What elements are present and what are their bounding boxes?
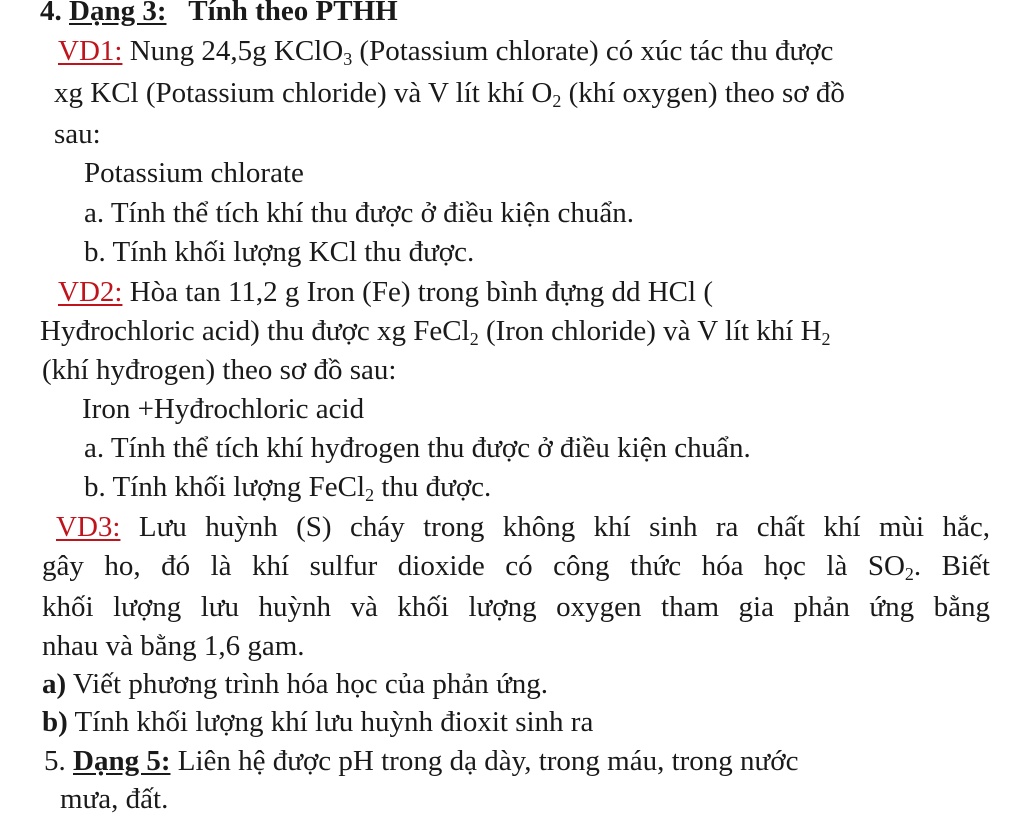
vd2-question-b: b. Tính khối lượng FeCl$_2$ thu được. (84, 471, 492, 506)
heading-dang-3 (40, 0, 398, 28)
vd1-line-1: VD1: Nung 24,5g KClO$_3$ (Potassium chlorate) có xúc tác thu được (58, 35, 834, 70)
vd2-line-2: Hyđrochloric acid) thu được xg FeCl$_2$ (Iron chloride) và V lít khí $H_2$ (40, 315, 831, 350)
vd2-scheme: Iron +Hyđrochloric acid (82, 393, 365, 425)
vd3-question-b: b) Tính khối lượng khí lưu huỳnh đioxit sinh ra (42, 706, 594, 738)
vd1-line-3: sau: (54, 118, 101, 150)
vd1-line-2: xg KCl (Potassium chloride) và V lít khí $O_2$ (khí oxygen) theo sơ đồ (54, 77, 845, 112)
vd3-line-2: gây ho, đó là khí sulfur dioxide có công thức hóa học là $SO_2$. Biết (42, 550, 990, 585)
heading-title: Tính theo PTHH (188, 0, 398, 27)
vd3-label: VD3: (56, 511, 121, 543)
heading-label: Dạng 3: (69, 0, 167, 27)
vd1-question-b: b. Tính khối lượng KCl thu được. (84, 236, 475, 268)
vd1-question-a: a. Tính thể tích khí thu được ở điều kiện chuẩn. (84, 197, 635, 229)
vd3-question-a: a) Viết phương trình hóa học của phản ứng. (42, 668, 548, 700)
heading-dang-5: 5. Dạng 5: Liên hệ được pH trong dạ dày, trong máu, trong nước (44, 745, 799, 777)
heading-number: 4. (40, 0, 69, 27)
vd1-label: VD1: (58, 35, 123, 67)
vd3-line-4: nhau và bằng 1,6 gam. (42, 630, 305, 662)
heading-dang-5-line-2: mưa, đất. (60, 783, 169, 815)
vd2-line-3: (khí hyđrogen) theo sơ đồ sau: (42, 354, 397, 386)
vd1-scheme: Potassium chlorate (84, 157, 304, 189)
vd2-question-a: a. Tính thể tích khí hyđrogen thu được ở điều kiện chuẩn. (84, 432, 751, 464)
vd2-label: VD2: (58, 276, 123, 308)
vd3-line-3: khối lượng lưu huỳnh và khối lượng oxygen tham gia phản ứng bằng (42, 591, 990, 623)
vd3-line-1: VD3: Lưu huỳnh (S) cháy trong không khí sinh ra chất khí mùi hắc, (56, 511, 990, 543)
vd2-line-1: VD2: Hòa tan 11,2 g Iron (Fe) trong bình đựng dd HCl ( (58, 276, 713, 308)
heading-5-label: Dạng 5: (73, 745, 171, 777)
